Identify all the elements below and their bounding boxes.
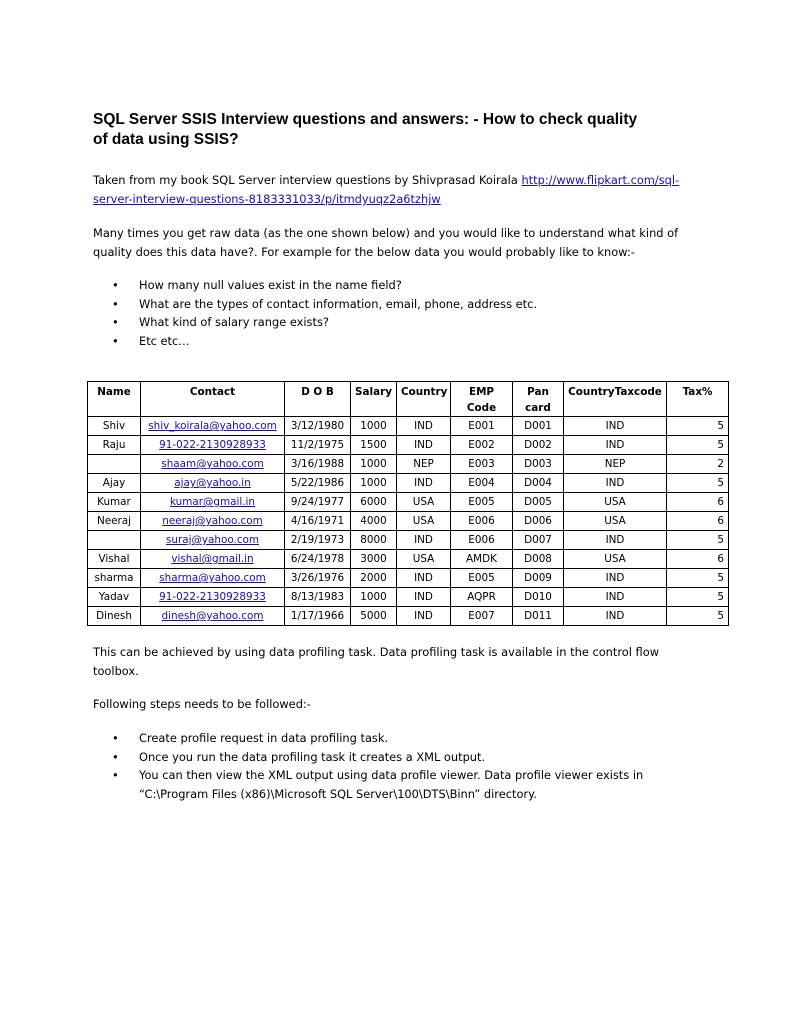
cell-salary: 1000	[351, 417, 397, 436]
cell-contact	[141, 493, 285, 512]
bullet-icon: •	[112, 296, 119, 311]
cell-pan: D008	[513, 550, 564, 569]
cell-taxcode: USA	[564, 512, 667, 531]
cell-contact	[141, 569, 285, 588]
raw-data-line-1: Many times you get raw data (as the one shown below) and you would like to understand what kind of	[93, 226, 679, 240]
steps-list	[112, 729, 643, 803]
cell-name: Kumar	[88, 493, 141, 512]
cell-salary: 4000	[351, 512, 397, 531]
list-item	[112, 748, 643, 767]
cell-name: Ajay	[88, 474, 141, 493]
table-row	[88, 436, 729, 455]
cell-dob: 1/17/1966	[285, 607, 351, 626]
cell-salary: 1000	[351, 474, 397, 493]
question-text: What kind of salary range exists?	[139, 315, 329, 329]
book-link-part-2[interactable]: server-interview-questions-8183331033/p/itmdyuqz2a6tzhjw	[93, 192, 441, 206]
title-line-2: of data using SSIS?	[93, 131, 239, 148]
cell-tax: 5	[667, 436, 729, 455]
header-dob: D O B	[285, 382, 351, 417]
cell-country: IND	[397, 417, 451, 436]
contact-link[interactable]: shiv_koirala@yahoo.com	[148, 420, 277, 432]
contact-link[interactable]: neeraj@yahoo.com	[162, 515, 263, 527]
cell-tax: 5	[667, 474, 729, 493]
header-salary: Salary	[351, 382, 397, 417]
header-name: Name	[88, 382, 141, 417]
cell-taxcode: IND	[564, 474, 667, 493]
bullet-icon: •	[112, 731, 119, 745]
cell-pan: D011	[513, 607, 564, 626]
profiling-line-2: toolbox.	[93, 664, 139, 678]
header-emp-line-2: Code	[466, 402, 497, 414]
profiling-paragraph	[93, 643, 659, 681]
contact-link[interactable]: sharma@yahoo.com	[159, 572, 266, 584]
intro-paragraph	[93, 171, 679, 209]
header-contact: Contact	[141, 382, 285, 417]
cell-country: IND	[397, 474, 451, 493]
cell-contact	[141, 588, 285, 607]
cell-tax: 5	[667, 531, 729, 550]
cell-salary: 2000	[351, 569, 397, 588]
cell-dob: 3/12/1980	[285, 417, 351, 436]
cell-name: Neeraj	[88, 512, 141, 531]
cell-salary: 1500	[351, 436, 397, 455]
step-text: You can then view the XML output using data profile viewer. Data profile viewer exists in	[139, 768, 644, 782]
profiling-line-1: This can be achieved by using data profiling task. Data profiling task is available in the control flow	[93, 645, 660, 659]
cell-dob: 5/22/1986	[285, 474, 351, 493]
cell-salary: 3000	[351, 550, 397, 569]
cell-country: USA	[397, 550, 451, 569]
cell-name: sharma	[88, 569, 141, 588]
cell-salary: 6000	[351, 493, 397, 512]
cell-emp: E005	[451, 569, 513, 588]
contact-link[interactable]: kumar@gmail.in	[169, 496, 256, 508]
cell-pan: D005	[513, 493, 564, 512]
table-row	[88, 588, 729, 607]
cell-country: IND	[397, 607, 451, 626]
header-country: Country	[397, 382, 451, 417]
cell-taxcode: USA	[564, 493, 667, 512]
bullet-icon: •	[112, 278, 119, 292]
step-text: Create profile request in data profiling task.	[139, 731, 389, 745]
document-title	[93, 110, 703, 150]
cell-name: Vishal	[88, 550, 141, 569]
cell-taxcode: IND	[564, 569, 667, 588]
cell-dob: 8/13/1983	[285, 588, 351, 607]
bullet-icon: •	[112, 749, 119, 764]
cell-emp: E001	[451, 417, 513, 436]
cell-salary: 8000	[351, 531, 397, 550]
table-row	[88, 455, 729, 474]
cell-country: IND	[397, 531, 451, 550]
bullet-icon: •	[112, 333, 119, 348]
list-item	[112, 313, 537, 332]
cell-emp: E003	[451, 455, 513, 474]
cell-pan: D009	[513, 569, 564, 588]
cell-dob: 3/16/1988	[285, 455, 351, 474]
cell-contact	[141, 607, 285, 626]
cell-dob: 11/2/1975	[285, 436, 351, 455]
step-text-line-2: “C:\Program Files (x86)\Microsoft SQL Server\100\DTS\Binn” directory.	[139, 786, 537, 801]
cell-contact	[141, 512, 285, 531]
table-row	[88, 607, 729, 626]
cell-country: NEP	[397, 455, 451, 474]
header-emp-code	[451, 382, 513, 417]
table-row	[88, 417, 729, 436]
cell-taxcode: NEP	[564, 455, 667, 474]
cell-contact	[141, 550, 285, 569]
cell-taxcode: USA	[564, 550, 667, 569]
cell-contact	[141, 474, 285, 493]
question-text: What are the types of contact information, email, phone, address etc.	[139, 296, 538, 311]
cell-tax: 5	[667, 569, 729, 588]
cell-contact	[141, 436, 285, 455]
cell-pan: D007	[513, 531, 564, 550]
book-link-part-1[interactable]: http://www.flipkart.com/sql-	[521, 173, 680, 187]
cell-dob: 9/24/1977	[285, 493, 351, 512]
bullet-icon: •	[112, 768, 119, 782]
table-row	[88, 550, 729, 569]
cell-emp: E007	[451, 607, 513, 626]
cell-dob: 6/24/1978	[285, 550, 351, 569]
contact-link[interactable]: 91-022-2130928933	[159, 439, 266, 451]
table-row	[88, 531, 729, 550]
list-item	[112, 276, 537, 295]
cell-emp: E004	[451, 474, 513, 493]
cell-salary: 1000	[351, 588, 397, 607]
cell-pan: D002	[513, 436, 564, 455]
cell-tax: 6	[667, 493, 729, 512]
cell-taxcode: IND	[564, 588, 667, 607]
cell-pan: D010	[513, 588, 564, 607]
header-tax: Tax%	[667, 382, 729, 417]
cell-emp: AMDK	[451, 550, 513, 569]
list-item	[112, 766, 643, 803]
cell-country: IND	[397, 588, 451, 607]
cell-salary: 1000	[351, 455, 397, 474]
list-item	[112, 295, 537, 314]
question-text: How many null values exist in the name field?	[139, 278, 402, 292]
cell-name: Dinesh	[88, 607, 141, 626]
cell-emp: E006	[451, 512, 513, 531]
cell-tax: 6	[667, 512, 729, 531]
cell-taxcode: IND	[564, 531, 667, 550]
cell-pan: D003	[513, 455, 564, 474]
cell-dob: 2/19/1973	[285, 531, 351, 550]
raw-data-line-2: quality does this data have?. For example for the below data you would probably like to know:-	[93, 245, 635, 259]
cell-dob: 3/26/1976	[285, 569, 351, 588]
contact-link[interactable]: dinesh@yahoo.com	[161, 610, 264, 622]
header-emp-line-1: EMP	[468, 386, 495, 398]
contact-link[interactable]: shaam@yahoo.com	[161, 458, 264, 470]
cell-contact	[141, 417, 285, 436]
cell-emp: E006	[451, 531, 513, 550]
cell-taxcode: IND	[564, 417, 667, 436]
cell-emp: E002	[451, 436, 513, 455]
table-body	[88, 417, 729, 626]
raw-data-table	[87, 381, 729, 626]
cell-tax: 2	[667, 455, 729, 474]
contact-link[interactable]: 91-022-2130928933	[159, 591, 266, 603]
bullet-icon: •	[112, 315, 119, 329]
cell-name	[88, 531, 141, 550]
steps-intro: Following steps needs to be followed:-	[93, 697, 311, 711]
cell-contact	[141, 531, 285, 550]
question-text: Etc etc…	[139, 333, 190, 348]
cell-contact	[141, 455, 285, 474]
cell-taxcode: IND	[564, 607, 667, 626]
list-item	[112, 332, 537, 351]
header-pan-line-1: Pan	[527, 386, 549, 398]
cell-tax: 5	[667, 588, 729, 607]
cell-pan: D004	[513, 474, 564, 493]
contact-link[interactable]: ajay@yahoo.in	[174, 477, 251, 489]
cell-tax: 6	[667, 550, 729, 569]
cell-pan: D006	[513, 512, 564, 531]
table-row	[88, 493, 729, 512]
cell-emp: AQPR	[451, 588, 513, 607]
contact-link[interactable]: suraj@yahoo.com	[165, 534, 260, 546]
header-country-taxcode: CountryTaxcode	[564, 382, 667, 417]
cell-tax: 5	[667, 417, 729, 436]
cell-country: IND	[397, 569, 451, 588]
table-row	[88, 569, 729, 588]
table-row	[88, 474, 729, 493]
cell-taxcode: IND	[564, 436, 667, 455]
cell-name	[88, 455, 141, 474]
cell-dob: 4/16/1971	[285, 512, 351, 531]
intro-text: Taken from my book SQL Server interview questions by Shivprasad Koirala	[93, 173, 522, 187]
cell-name: Yadav	[88, 588, 141, 607]
cell-emp: E005	[451, 493, 513, 512]
cell-salary: 5000	[351, 607, 397, 626]
cell-country: IND	[397, 436, 451, 455]
title-line-1: SQL Server SSIS Interview questions and answers: - How to check quality	[93, 111, 638, 128]
cell-country: USA	[397, 493, 451, 512]
questions-list	[112, 276, 537, 350]
cell-name: Raju	[88, 436, 141, 455]
header-pan-line-2: card	[525, 402, 551, 414]
cell-tax: 5	[667, 607, 729, 626]
list-item	[112, 729, 643, 748]
step-text: Once you run the data profiling task it creates a XML output.	[139, 749, 486, 764]
cell-name: Shiv	[88, 417, 141, 436]
header-pan-card	[513, 382, 564, 417]
raw-data-paragraph	[93, 224, 678, 262]
contact-link[interactable]: vishal@gmail.in	[171, 553, 254, 565]
table-row	[88, 512, 729, 531]
table-header-row	[88, 382, 729, 417]
cell-pan: D001	[513, 417, 564, 436]
cell-country: USA	[397, 512, 451, 531]
